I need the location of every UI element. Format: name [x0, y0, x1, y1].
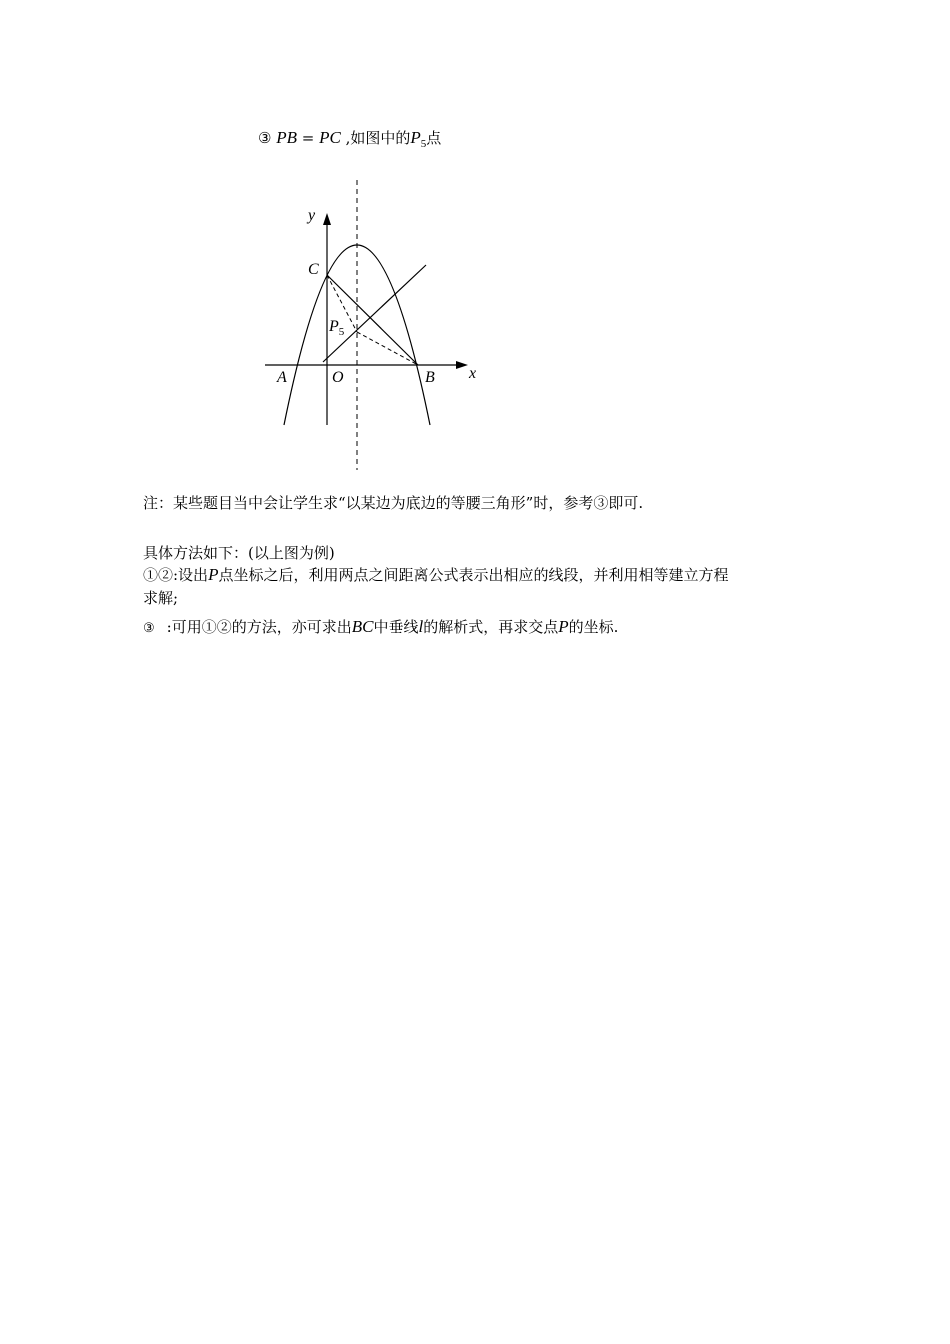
y-axis-arrow-icon: [323, 213, 331, 225]
caption-lhs: PB: [276, 128, 298, 147]
label-o: O: [332, 369, 344, 386]
label-b: B: [425, 369, 435, 386]
caption-text: ,如图中的: [340, 129, 411, 147]
label-c: C: [308, 261, 319, 278]
circled-three-marker: ③: [143, 621, 155, 636]
method-item-1-cont: 求解;: [143, 589, 179, 607]
label-y: y: [308, 207, 316, 224]
caption-tail: 点: [426, 129, 442, 147]
x-axis-arrow-icon: [456, 361, 468, 369]
figure-caption: [258, 128, 441, 154]
method-item-1: ①②:设出P点坐标之后，利用两点之间距离公式表示出相应的线段，并利用相等建立方程: [143, 565, 729, 584]
label-a: A: [277, 369, 287, 386]
method-heading: 具体方法如下：(以上图为例): [143, 544, 335, 562]
circled-three-marker: ③: [258, 129, 272, 147]
caption-rhs: PC: [319, 128, 341, 147]
method-item-3: ③ :可用①②的方法，亦可求出BC中垂线l的解析式，再求交点P的坐标.: [143, 617, 619, 636]
caption-equals: =: [297, 129, 320, 147]
parabola-figure: [240, 175, 500, 475]
label-x: x: [469, 365, 477, 382]
perpendicular-bisector-line: [323, 265, 426, 362]
label-p5: $P_5$: [329, 318, 345, 338]
caption-point: $P_5$: [410, 128, 427, 150]
note-paragraph: 注：某些题目当中会让学生求“以某边为底边的等腰三角形”时，参考③即可.: [143, 494, 644, 512]
